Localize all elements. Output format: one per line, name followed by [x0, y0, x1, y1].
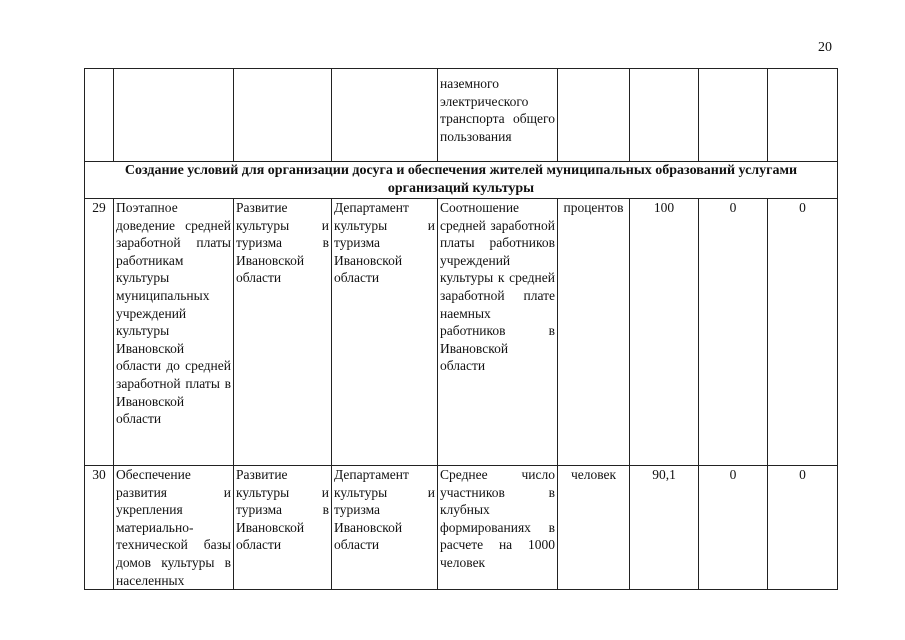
section-header-row [85, 162, 838, 199]
row-number: 30 [85, 466, 114, 590]
value2-cell: 0 [699, 199, 768, 466]
executor-cell: Департамент культуры и туризма Ивановской области [332, 466, 438, 590]
cell-executor [332, 69, 438, 162]
value1-cell: 100 [630, 199, 699, 466]
program-cell: Развитие культуры и туризма в Ивановской области [234, 199, 332, 466]
cell-value1 [630, 69, 699, 162]
cell-unit [558, 69, 630, 162]
unit-cell: человек [558, 466, 630, 590]
section-title: Создание условий для организации досуга и обеспечения жителей муниципальных образований услугами организаций культуры [85, 162, 838, 199]
value3-cell: 0 [768, 466, 838, 590]
cell-program [234, 69, 332, 162]
value3-cell: 0 [768, 199, 838, 466]
unit-cell: процентов [558, 199, 630, 466]
executor-cell: Департамент культуры и туризма Ивановской области [332, 199, 438, 466]
table-row [85, 199, 838, 466]
measure-cell: Поэтапное доведение средней заработной платы работникам культуры муниципальных учреждений культуры Ивановской области до средней заработной платы в Ивановской области [114, 199, 234, 466]
measure-cell: Обеспечение развития и укрепления материально-технической базы домов культуры в населенных [114, 466, 234, 590]
cell-indicator: наземного электрического транспорта общего пользования [438, 69, 558, 162]
continued-table-row [85, 69, 838, 162]
value2-cell: 0 [699, 466, 768, 590]
cell-num [85, 69, 114, 162]
program-cell: Развитие культуры и туризма в Ивановской области [234, 466, 332, 590]
cell-value3 [768, 69, 838, 162]
page-number: 20 [818, 40, 832, 55]
indicators-table [84, 68, 838, 590]
cell-measure [114, 69, 234, 162]
indicator-cell: Среднее число участников в клубных формированиях в расчете на 1000 человек [438, 466, 558, 590]
row-number: 29 [85, 199, 114, 466]
indicator-cell: Соотношение средней заработной платы работников учреждений культуры к средней заработной плате наемных работников в Ивановской области [438, 199, 558, 466]
value1-cell: 90,1 [630, 466, 699, 590]
table-row [85, 466, 838, 590]
cell-value2 [699, 69, 768, 162]
